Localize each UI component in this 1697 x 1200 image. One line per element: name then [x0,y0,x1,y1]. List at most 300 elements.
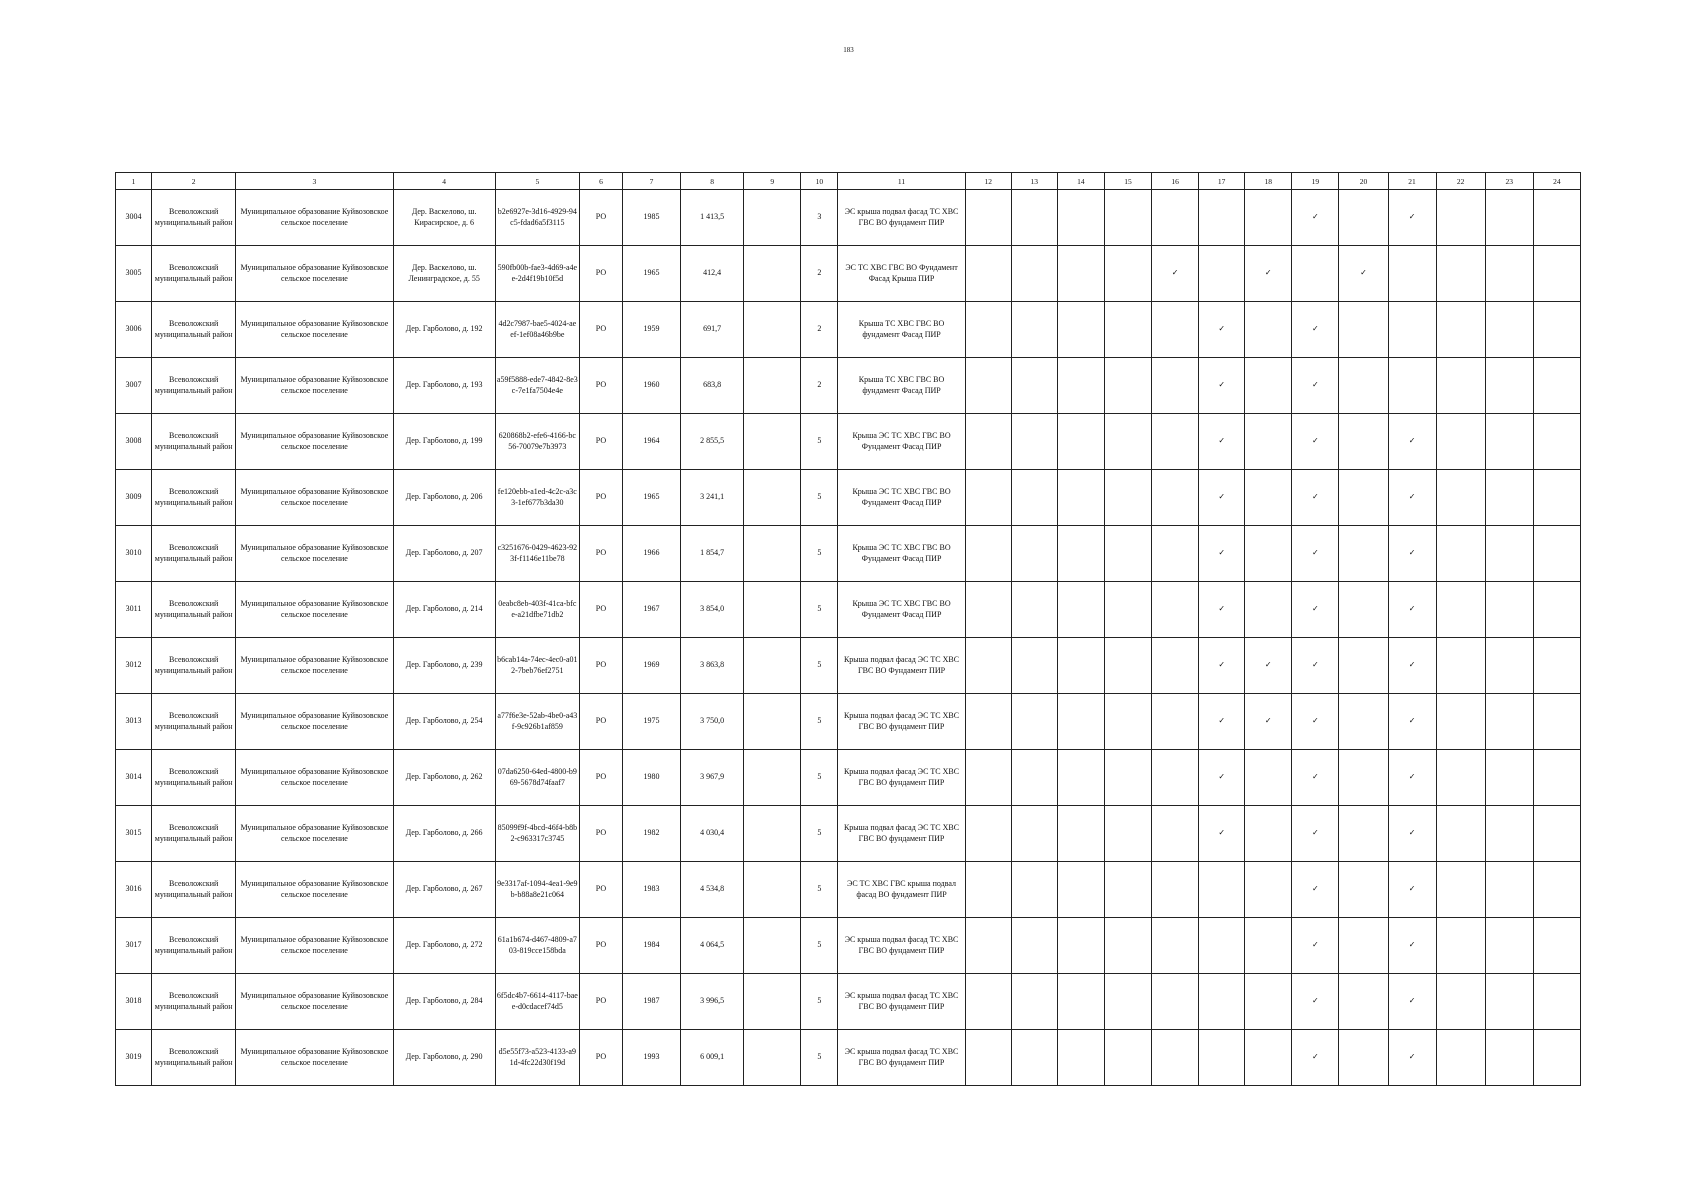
empty-cell [1057,1030,1104,1086]
table-row [116,414,1581,470]
empty-cell [1436,974,1485,1030]
guid-cell: a59f5888-ede7-4842-8e3c-7e1fa7504e4e [495,358,579,414]
works-cell: Крыша ЭС ТС ХВС ГВС ВО Фундамент Фасад ПИР [838,582,965,638]
col-9-cell [744,526,801,582]
empty-cell [1339,918,1388,974]
guid-cell: a77f6e3e-52ab-4be0-a43f-9c926b1af859 [495,694,579,750]
empty-cell [1104,358,1151,414]
area-cell: 412,4 [681,246,744,302]
works-cell: Крыша подвал фасад ЭС ТС ХВС ГВС ВО фундамент ПИР [838,806,965,862]
address-cell: Дер. Гарболово, д. 192 [393,302,495,358]
district-cell: Всеволожский муниципальный район [152,190,236,246]
column-header-13: 13 [1011,173,1057,190]
empty-cell [965,582,1011,638]
empty-cell [1011,918,1057,974]
empty-cell [1199,974,1245,1030]
works-cell: ЭС ТС ХВС ГВС ВО Фундамент Фасад Крыша ПИР [838,246,965,302]
empty-cell [1152,806,1199,862]
empty-cell [1339,190,1388,246]
check-mark-icon: ✓ [1292,302,1339,358]
area-cell: 3 854,0 [681,582,744,638]
empty-cell [1152,302,1199,358]
row-number: 3011 [116,582,152,638]
empty-cell [1104,190,1151,246]
empty-cell [1152,414,1199,470]
check-mark-icon: ✓ [1292,358,1339,414]
check-mark-icon: ✓ [1388,862,1436,918]
table-row [116,918,1581,974]
empty-cell [1057,974,1104,1030]
area-cell: 3 996,5 [681,974,744,1030]
empty-cell [1533,750,1580,806]
type-cell: РО [579,918,622,974]
address-cell: Дер. Гарболово, д. 239 [393,638,495,694]
empty-cell [1245,414,1292,470]
empty-cell [1057,918,1104,974]
row-number: 3012 [116,638,152,694]
empty-cell [1104,918,1151,974]
type-cell: РО [579,582,622,638]
empty-cell [1485,302,1533,358]
empty-cell [965,526,1011,582]
column-header-11: 11 [838,173,965,190]
table-row [116,806,1581,862]
column-header-23: 23 [1485,173,1533,190]
column-header-4: 4 [393,173,495,190]
empty-cell [1057,582,1104,638]
empty-cell [1152,470,1199,526]
year-cell: 1967 [623,582,681,638]
check-mark-icon: ✓ [1245,694,1292,750]
col-9-cell [744,918,801,974]
address-cell: Дер. Гарболово, д. 206 [393,470,495,526]
empty-cell [1245,974,1292,1030]
type-cell: РО [579,974,622,1030]
district-cell: Всеволожский муниципальный район [152,750,236,806]
row-number: 3013 [116,694,152,750]
address-cell: Дер. Гарболово, д. 193 [393,358,495,414]
empty-cell [1245,750,1292,806]
floors-cell: 5 [801,750,838,806]
table-row [116,526,1581,582]
works-cell: ЭС крыша подвал фасад ТС ХВС ГВС ВО фундамент ПИР [838,1030,965,1086]
district-cell: Всеволожский муниципальный район [152,526,236,582]
floors-cell: 5 [801,582,838,638]
empty-cell [1436,1030,1485,1086]
check-mark-icon: ✓ [1388,470,1436,526]
empty-cell [1057,526,1104,582]
address-cell: Дер. Гарболово, д. 284 [393,974,495,1030]
check-mark-icon: ✓ [1388,694,1436,750]
table-row [116,974,1581,1030]
empty-cell [1152,974,1199,1030]
empty-cell [965,918,1011,974]
empty-cell [1152,918,1199,974]
empty-cell [1104,414,1151,470]
district-cell: Всеволожский муниципальный район [152,806,236,862]
empty-cell [1485,414,1533,470]
empty-cell [1533,526,1580,582]
empty-cell [1152,750,1199,806]
year-cell: 1983 [623,862,681,918]
type-cell: РО [579,862,622,918]
empty-cell [1245,190,1292,246]
empty-cell [1533,190,1580,246]
type-cell: РО [579,470,622,526]
check-mark-icon: ✓ [1388,638,1436,694]
col-9-cell [744,806,801,862]
col-9-cell [744,582,801,638]
empty-cell [1485,526,1533,582]
municipality-cell: Муниципальное образование Куйвозовское сельское поселение [236,806,393,862]
works-cell: ЭС крыша подвал фасад ТС ХВС ГВС ВО фундамент ПИР [838,190,965,246]
works-cell: ЭС крыша подвал фасад ТС ХВС ГВС ВО фундамент ПИР [838,974,965,1030]
guid-cell: d5e55f73-a523-4133-a91d-4fc22d30f19d [495,1030,579,1086]
year-cell: 1965 [623,246,681,302]
municipality-cell: Муниципальное образование Куйвозовское сельское поселение [236,582,393,638]
empty-cell [1152,862,1199,918]
column-header-9: 9 [744,173,801,190]
check-mark-icon: ✓ [1388,414,1436,470]
empty-cell [1245,358,1292,414]
empty-cell [1485,750,1533,806]
check-mark-icon: ✓ [1199,638,1245,694]
check-mark-icon: ✓ [1199,470,1245,526]
empty-cell [1245,806,1292,862]
area-cell: 3 750,0 [681,694,744,750]
municipality-cell: Муниципальное образование Куйвозовское сельское поселение [236,862,393,918]
table-row [116,638,1581,694]
works-cell: Крыша ЭС ТС ХВС ГВС ВО Фундамент Фасад ПИР [838,526,965,582]
empty-cell [1011,638,1057,694]
empty-cell [1339,302,1388,358]
empty-cell [1339,862,1388,918]
column-header-10: 10 [801,173,838,190]
check-mark-icon: ✓ [1292,974,1339,1030]
check-mark-icon: ✓ [1388,806,1436,862]
year-cell: 1966 [623,526,681,582]
municipality-cell: Муниципальное образование Куйвозовское сельское поселение [236,918,393,974]
empty-cell [1485,470,1533,526]
floors-cell: 5 [801,470,838,526]
empty-cell [1436,190,1485,246]
check-mark-icon: ✓ [1388,582,1436,638]
row-number: 3009 [116,470,152,526]
area-cell: 1 854,7 [681,526,744,582]
check-mark-icon: ✓ [1199,694,1245,750]
year-cell: 1987 [623,974,681,1030]
empty-cell [965,470,1011,526]
check-mark-icon: ✓ [1245,246,1292,302]
works-cell: Крыша ТС ХВС ГВС ВО фундамент Фасад ПИР [838,302,965,358]
floors-cell: 5 [801,1030,838,1086]
empty-cell [1152,694,1199,750]
empty-cell [1339,750,1388,806]
municipality-cell: Муниципальное образование Куйвозовское сельское поселение [236,470,393,526]
empty-cell [1533,694,1580,750]
empty-cell [1436,862,1485,918]
empty-cell [1011,974,1057,1030]
type-cell: РО [579,750,622,806]
check-mark-icon: ✓ [1292,918,1339,974]
works-cell: Крыша ТС ХВС ГВС ВО фундамент Фасад ПИР [838,358,965,414]
check-mark-icon: ✓ [1199,414,1245,470]
empty-cell [1152,638,1199,694]
empty-cell [1152,582,1199,638]
floors-cell: 5 [801,862,838,918]
empty-cell [1011,246,1057,302]
empty-cell [1436,470,1485,526]
municipality-cell: Муниципальное образование Куйвозовское сельское поселение [236,246,393,302]
empty-cell [1057,750,1104,806]
check-mark-icon: ✓ [1199,806,1245,862]
empty-cell [1104,246,1151,302]
empty-cell [1199,246,1245,302]
col-9-cell [744,302,801,358]
row-number: 3014 [116,750,152,806]
table-row [116,1030,1581,1086]
type-cell: РО [579,190,622,246]
year-cell: 1975 [623,694,681,750]
empty-cell [1339,694,1388,750]
empty-cell [965,806,1011,862]
table-row [116,302,1581,358]
empty-cell [1011,806,1057,862]
empty-cell [1104,470,1151,526]
empty-cell [1152,358,1199,414]
row-number: 3010 [116,526,152,582]
empty-cell [1436,246,1485,302]
type-cell: РО [579,694,622,750]
empty-cell [1199,1030,1245,1086]
column-header-15: 15 [1104,173,1151,190]
address-cell: Дер. Васкелово, ш. Ленинградское, д. 55 [393,246,495,302]
empty-cell [965,246,1011,302]
guid-cell: b2e6927e-3d16-4929-94c5-fdad6a5f3115 [495,190,579,246]
empty-cell [1485,862,1533,918]
empty-cell [1485,358,1533,414]
col-9-cell [744,414,801,470]
check-mark-icon: ✓ [1339,246,1388,302]
empty-cell [1104,302,1151,358]
empty-cell [1011,694,1057,750]
empty-cell [1436,694,1485,750]
column-header-17: 17 [1199,173,1245,190]
empty-cell [1436,582,1485,638]
type-cell: РО [579,1030,622,1086]
empty-cell [1388,246,1436,302]
check-mark-icon: ✓ [1388,750,1436,806]
row-number: 3004 [116,190,152,246]
guid-cell: fe120ebb-a1ed-4c2c-a3c3-1ef677b3da30 [495,470,579,526]
year-cell: 1985 [623,190,681,246]
empty-cell [1485,1030,1533,1086]
check-mark-icon: ✓ [1292,470,1339,526]
empty-cell [1339,974,1388,1030]
check-mark-icon: ✓ [1152,246,1199,302]
table-row [116,862,1581,918]
guid-cell: 0eabc8eb-403f-41ca-bfce-a21dfbe71db2 [495,582,579,638]
check-mark-icon: ✓ [1292,638,1339,694]
floors-cell: 3 [801,190,838,246]
empty-cell [1104,974,1151,1030]
row-number: 3006 [116,302,152,358]
column-header-12: 12 [965,173,1011,190]
check-mark-icon: ✓ [1199,750,1245,806]
empty-cell [1104,694,1151,750]
empty-cell [1533,806,1580,862]
municipality-cell: Муниципальное образование Куйвозовское сельское поселение [236,974,393,1030]
empty-cell [1011,1030,1057,1086]
empty-cell [1199,862,1245,918]
floors-cell: 5 [801,694,838,750]
column-header-16: 16 [1152,173,1199,190]
empty-cell [1436,750,1485,806]
empty-cell [1245,918,1292,974]
area-cell: 4 534,8 [681,862,744,918]
empty-cell [1152,1030,1199,1086]
empty-cell [1011,582,1057,638]
col-9-cell [744,862,801,918]
empty-cell [1436,806,1485,862]
floors-cell: 5 [801,974,838,1030]
type-cell: РО [579,414,622,470]
district-cell: Всеволожский муниципальный район [152,1030,236,1086]
district-cell: Всеволожский муниципальный район [152,582,236,638]
column-header-5: 5 [495,173,579,190]
empty-cell [1011,750,1057,806]
empty-cell [1339,582,1388,638]
empty-cell [1011,862,1057,918]
empty-cell [1057,302,1104,358]
empty-cell [1533,582,1580,638]
check-mark-icon: ✓ [1199,358,1245,414]
row-number: 3005 [116,246,152,302]
empty-cell [1057,694,1104,750]
empty-cell [1485,918,1533,974]
empty-cell [1152,526,1199,582]
municipality-cell: Муниципальное образование Куйвозовское сельское поселение [236,1030,393,1086]
empty-cell [1533,414,1580,470]
guid-cell: 07da6250-64ed-4800-b969-5678d74faaf7 [495,750,579,806]
address-cell: Дер. Гарболово, д. 262 [393,750,495,806]
empty-cell [1436,302,1485,358]
empty-cell [965,190,1011,246]
check-mark-icon: ✓ [1292,582,1339,638]
type-cell: РО [579,246,622,302]
municipality-cell: Муниципальное образование Куйвозовское сельское поселение [236,414,393,470]
address-cell: Дер. Васкелово, ш. Кирасирское, д. 6 [393,190,495,246]
table-row [116,246,1581,302]
empty-cell [1104,806,1151,862]
empty-cell [1339,470,1388,526]
year-cell: 1965 [623,470,681,526]
area-cell: 3 863,8 [681,638,744,694]
empty-cell [1485,190,1533,246]
guid-cell: c3251676-0429-4623-923f-f1146e11be78 [495,526,579,582]
column-header-14: 14 [1057,173,1104,190]
empty-cell [965,414,1011,470]
empty-cell [1533,470,1580,526]
empty-cell [1057,862,1104,918]
address-cell: Дер. Гарболово, д. 254 [393,694,495,750]
address-cell: Дер. Гарболово, д. 214 [393,582,495,638]
col-9-cell [744,190,801,246]
empty-cell [965,750,1011,806]
row-number: 3007 [116,358,152,414]
district-cell: Всеволожский муниципальный район [152,862,236,918]
area-cell: 1 413,5 [681,190,744,246]
guid-cell: 85099f9f-4bcd-46f4-b8b2-c963317c3745 [495,806,579,862]
table-body [116,190,1581,1086]
municipality-cell: Муниципальное образование Куйвозовское сельское поселение [236,302,393,358]
floors-cell: 5 [801,638,838,694]
type-cell: РО [579,806,622,862]
empty-cell [965,302,1011,358]
empty-cell [1104,526,1151,582]
empty-cell [1245,526,1292,582]
column-header-22: 22 [1436,173,1485,190]
col-9-cell [744,1030,801,1086]
column-header-6: 6 [579,173,622,190]
check-mark-icon: ✓ [1292,750,1339,806]
year-cell: 1969 [623,638,681,694]
empty-cell [1485,806,1533,862]
works-cell: Крыша подвал фасад ЭС ТС ХВС ГВС ВО Фундамент ПИР [838,638,965,694]
col-9-cell [744,974,801,1030]
column-header-19: 19 [1292,173,1339,190]
empty-cell [1485,974,1533,1030]
guid-cell: 9e3317af-1094-4ea1-9e9b-b88a8e21c064 [495,862,579,918]
empty-cell [1199,918,1245,974]
row-number: 3018 [116,974,152,1030]
check-mark-icon: ✓ [1292,694,1339,750]
column-header-3: 3 [236,173,393,190]
empty-cell [1199,190,1245,246]
type-cell: РО [579,358,622,414]
district-cell: Всеволожский муниципальный район [152,974,236,1030]
floors-cell: 5 [801,806,838,862]
year-cell: 1993 [623,1030,681,1086]
empty-cell [1011,358,1057,414]
area-cell: 4 064,5 [681,918,744,974]
district-cell: Всеволожский муниципальный район [152,918,236,974]
empty-cell [965,974,1011,1030]
check-mark-icon: ✓ [1199,582,1245,638]
year-cell: 1960 [623,358,681,414]
type-cell: РО [579,638,622,694]
address-cell: Дер. Гарболово, д. 266 [393,806,495,862]
empty-cell [1245,302,1292,358]
empty-cell [1436,358,1485,414]
guid-cell: b6cab14a-74ec-4ec0-a012-7beb76ef2751 [495,638,579,694]
empty-cell [1533,246,1580,302]
address-cell: Дер. Гарболово, д. 267 [393,862,495,918]
district-cell: Всеволожский муниципальный район [152,246,236,302]
year-cell: 1984 [623,918,681,974]
floors-cell: 2 [801,302,838,358]
year-cell: 1964 [623,414,681,470]
empty-cell [1011,526,1057,582]
empty-cell [1339,1030,1388,1086]
empty-cell [1533,918,1580,974]
col-9-cell [744,246,801,302]
empty-cell [1339,358,1388,414]
column-header-21: 21 [1388,173,1436,190]
empty-cell [1436,918,1485,974]
col-9-cell [744,638,801,694]
district-cell: Всеволожский муниципальный район [152,638,236,694]
